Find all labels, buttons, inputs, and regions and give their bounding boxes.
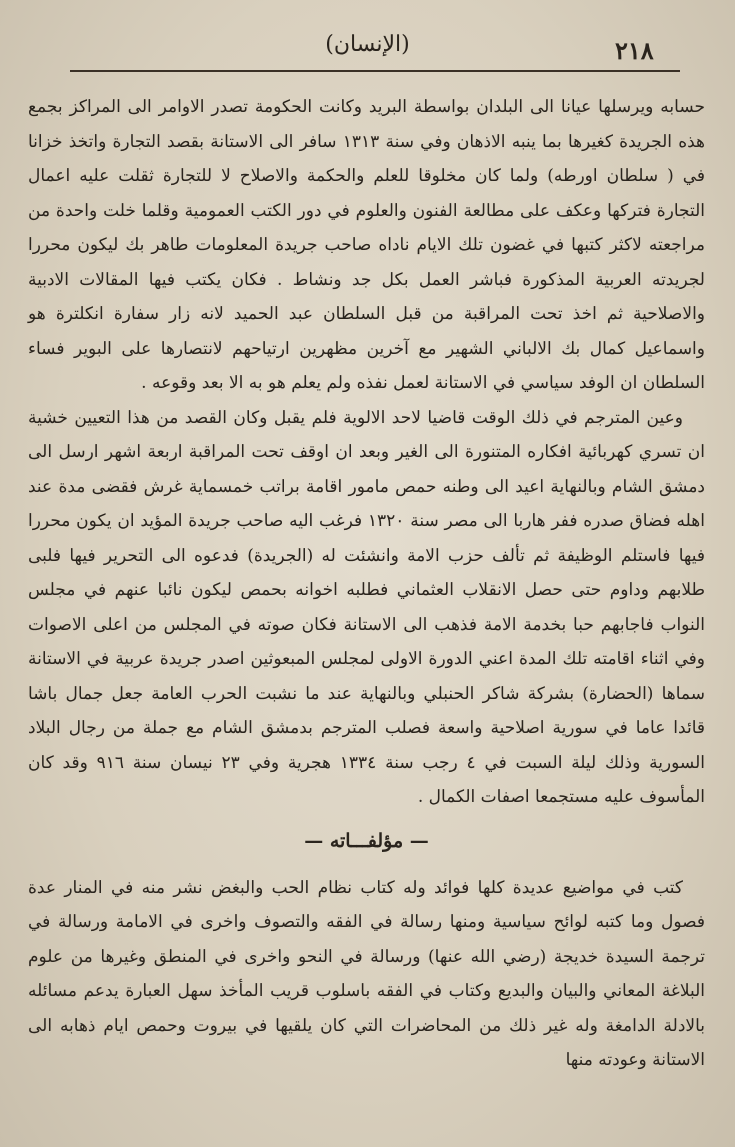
paragraph-biography-1: حسابه ويرسلها عيانا الى البلدان بواسطة البريد وكانت الحكومة تصدر الاوامر الى المراكز بجمع هذه الجريدة كغيرها بما ينبه الاذهان وفي سنة ١٣١٣ سافر الى الاستانة بقصد التجارة واتخذ خزانا في ( سلطان اورطه) ولما كان مخلوقا للعلم والحكمة والاصلاح لا للتجارة ثقلت عليه اعمال التجارة فتركها وعكف على مطالعة الفنون والعلوم في دور الكتب العمومية وقلما خلت واحدة من مراجعته لاكثر كتبها في غضون تلك الايام ناداه صاحب جريدة المعلومات طاهر بك ليكون محررا لجريدته العربية المذكورة فباشر العمل بكل جد ونشاط . فكان يكتب فيها المقالات الادبية والاصلاحية ثم اخذ تحت المراقبة من قبل السلطان عبد الحميد لانه زار سفارة انكلترة هو واسماعيل كمال بك الالباني الشهير مع آخرين مظهرين ارتياحهم لانتصارها على البوير فساء السلطان ان الوفد سياسي في الاستانة لعمل نفذه ولم يعلم هو به الا بعد وقوعه . [28, 97, 705, 393]
section-title-works: — مؤلفـــاته — [304, 829, 429, 852]
page-body [28, 90, 705, 1078]
paragraph-works: كتب في مواضيع عديدة كلها فوائد وله كتاب نظام الحب والبغض نشر منه في المنار عدة فصول وما كتبه لوائح سياسية ومنها رسالة في الفقه والتصوف واخرى في الامامة ورسالة في ترجمة السيدة خديجة (رضي الله عنها) ورسالة في النحو واخرى في المنطق وغيرها من علوم البلاغة المعاني والبيان والبديع وكتاب في الفقه باسلوب قريب المأخذ سهل العبارة يدعم مسائله بالادلة الدامغة وله غير ذلك من المحاضرات التي كان يلقيها في بيروت وحمص ايام ذهابه الى الاستانة وعودته منها [28, 877, 705, 1070]
header-rule [70, 70, 680, 72]
page-number: ٢١٨ [615, 36, 654, 65]
page-header [0, 30, 735, 70]
paragraph-biography-2: وعين المترجم في ذلك الوقت قاضيا لاحد الالوية فلم يقبل وكان القصد من هذا التعيين خشية ان تسري كهربائية افكاره المتنورة الى الغير وبعد ان اوقف تحت المراقبة اربعة اشهر ارسل الى دمشق الشام وبالنهاية اعيد الى وطنه حمص مامور اقامة براتب خمسماية غرش فقضى مدة عند اهله فضاق صدره ففر هاربا الى مصر سنة ١٣٢٠ فرغب اليه صاحب جريدة المؤيد ان يكون محررا فيها فاستلم الوظيفة ثم تألف حزب الامة وانشئت له (الجريدة) فدعوه الى التحرير فيها فلبى طلابهم وداوم حتى حصل الانقلاب العثماني فطلبه اخوانه بحمص ليكون نائبا عنهم في مجلس النواب فاجابهم حبا بخدمة الامة فذهب الى الاستانة فكان صوته في المجلس من اعلى الاصوات وفي اثناء اقامته تلك المدة اعني الدورة الاولى لمجلس المبعوثين اصدر جريدة عربية في الاستانة سماها (الحضارة) بشركة شاكر الحنبلي وبالنهاية عند ما نشبت الحرب العامة جعل جمال باشا قائدا عاما في سورية اصلاحية واسعة فصلب المترجم بدمشق الشام مع جملة من رجال البلاد السورية وذلك ليلة السبت في ٤ رجب سنة ١٣٣٤ هجرية وفي ٢٣ نيسان سنة ٩١٦ وقد كان المأسوف عليه مستجمعا اصفات الكمال . [28, 407, 705, 807]
running-head: (الإنسان) [325, 32, 410, 57]
